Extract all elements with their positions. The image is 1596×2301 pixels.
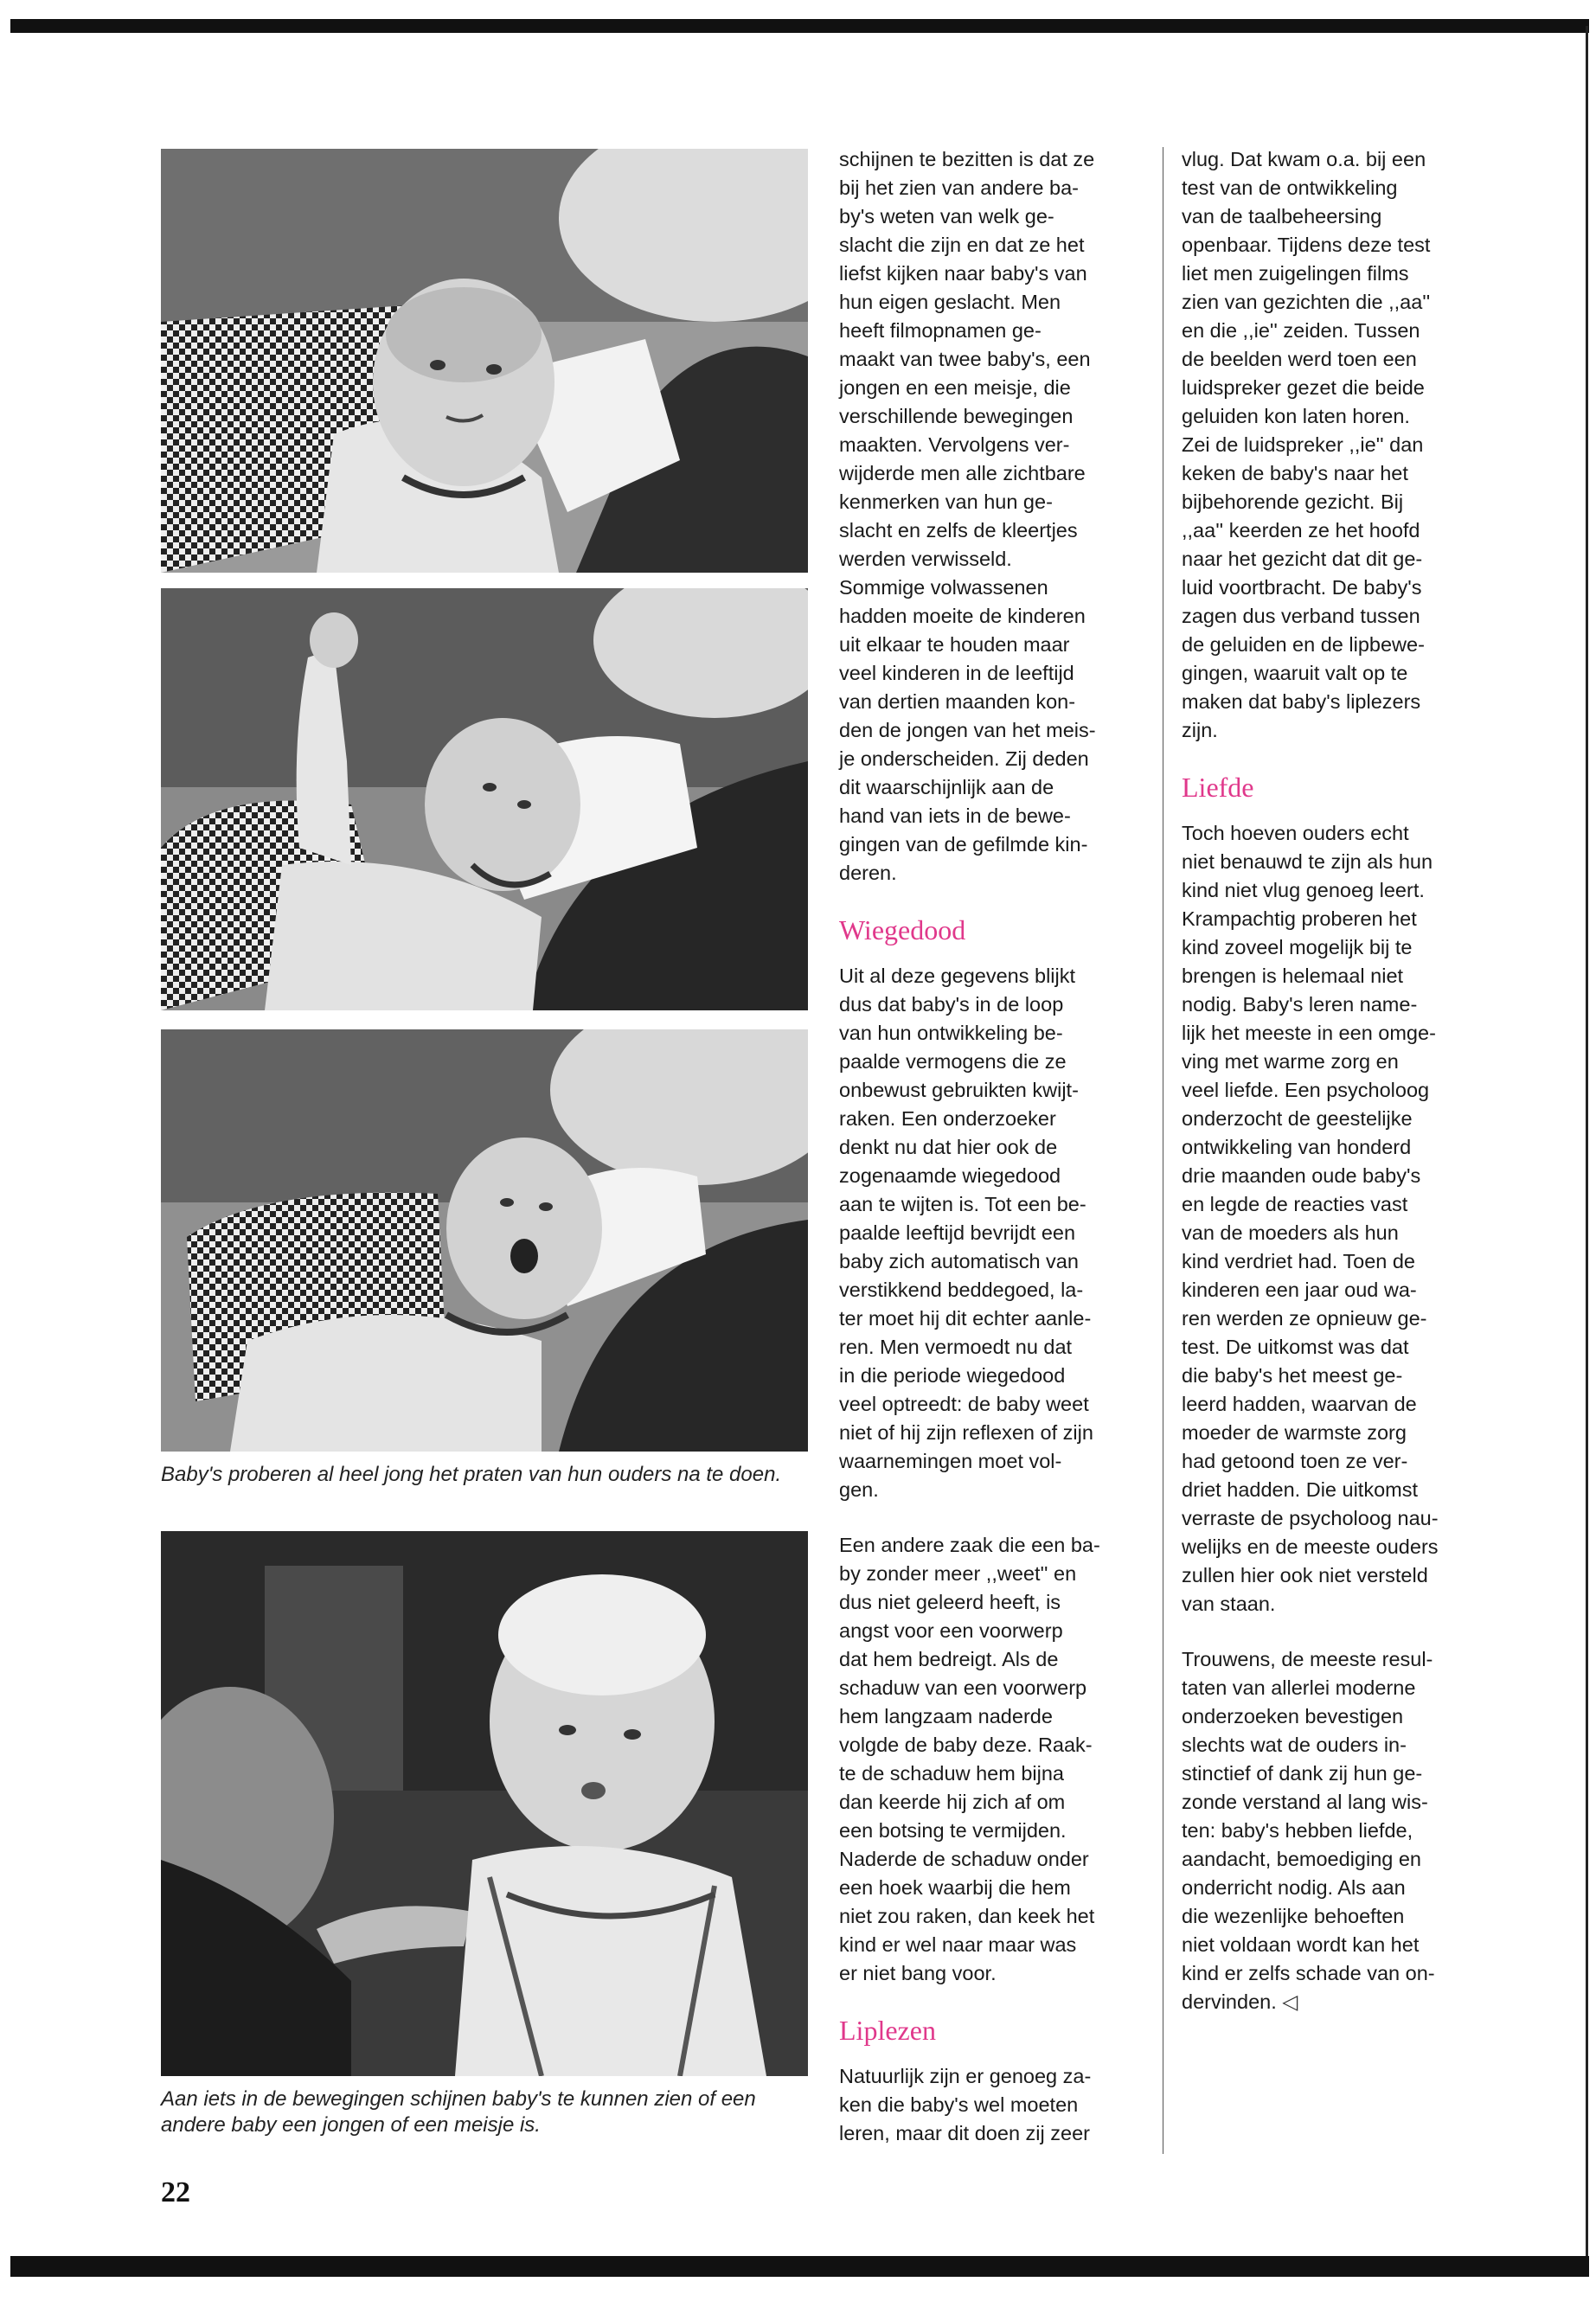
photo-baby-raised-arm [161,588,808,1010]
article-paragraph: Natuurlijk zijn er genoeg za- ken die baby's wel moeten leren, maar dit doen zij zeer [839,2065,1092,2144]
section-heading-liefde: Liefde [1182,772,1254,803]
photo-baby-open-mouth-image [161,1029,808,1452]
article-paragraph-text: Trouwens, de meeste resul- taten van allerlei moderne onderzoeken bevestigen slechts wat de ouders in- stinctief of dank zij hun ge- zonde verstand al lang wis- ten: baby's hebben liefde, aandacht, bemoediging en onderricht nodig. Als aan die wezenlijke behoeften niet voldaan wordt kan het kind er zelfs schade van on- dervinden. [1182,1648,1435,2013]
photo-baby-raised-arm-image [161,588,808,1010]
photo-baby-looking-up-image [161,149,808,573]
article-column-1 [839,145,1151,2148]
caption-baby-talk: Baby's proberen al heel jong het praten van hun ouders na te doen. [161,1463,782,1486]
section-heading-wiegedood: Wiegedood [839,914,966,945]
article-paragraph: Uit al deze gegevens blijkt dus dat baby's in de loop van hun ontwikkeling be- paalde vermogens die ze onbewust gebruikten kwijt- raken. Een onderzoeker denkt nu dat hier ook de zogenaamde wiegedood aan te wijten is. Tot een be- paalde leeftijd bevrijdt een baby zich automatisch van verstikkend beddegoed, la- ter moet hij dit echter aanle- ren. Men vermoedt nu dat in die periode wiegedood veel optreedt: de baby weet niet of hij zijn reflexen of zijn waarnemingen moet vol- gen. [839,965,1093,1501]
article-paragraph: Een andere zaak die een ba- by zonder meer ,,weet'' en dus niet geleerd heeft, is angst voor een voorwerp dat hem bedreigt. Als de schaduw van een voorwerp hem langzaam naderde volgde de baby deze. Raak- te de schaduw hem bijna dan keerde hij zich af om een botsing te vermijden. Naderde de schaduw onder een hoek waarbij die hem niet zou raken, dan keek het kind er wel naar maar was er niet bang voor. [839,1534,1100,1984]
scan-border-bottom [10,2256,1589,2277]
section-heading-liplezen: Liplezen [839,2015,936,2046]
scan-border-right [1586,26,1588,2266]
photo-baby-open-mouth [161,1029,808,1452]
article-paragraph: vlug. Dat kwam o.a. bij een test van de ontwikkeling van de taalbeheersing openbaar. Tijdens deze test liet men zuigelingen films zien van gezichten die ,,aa'' en die ,,ie'' zeiden. Tussen de beelden werd toen een luidspreker gezet die beide geluiden kon laten horen. Zei de luidspreker ,,ie'' dan keken de baby's naar het bijbehorende gezicht. Bij ,,aa'' keerden ze het hoofd naar het gezicht dat dit ge- luid voortbracht. De baby's zagen dus verband tussen de geluiden en de lipbewe- gingen, waaruit valt op te maken dat baby's liplezers zijn. [1182,148,1431,741]
article-paragraph [1182,1645,1493,2016]
end-of-article-mark: ◁ [1282,1990,1298,2013]
photo-two-toddlers-image [161,1531,808,2076]
article-paragraph: Toch hoeven ouders echt niet benauwd te zijn als hun kind niet vlug genoeg leert. Krampachtig proberen het kind zoveel mogelijk bij te brengen is helemaal niet nodig. Baby's leren name- lijk het meeste in een omge- ving met warme zorg en veel liefde. Een psycholoog onderzocht de geestelijke ontwikkeling van honderd drie maanden oude baby's en legde de reacties vast van de moeders als hun kind verdriet had. Toen de kinderen een jaar oud wa- ren werden ze opnieuw ge- test. De uitkomst was dat die baby's het meest ge- leerd hadden, waarvan de moeder de warmste zorg had getoond toen ze ver- driet hadden. Die uitkomst verraste de psycholoog nau- welijks en de meeste ouders zullen hier ook niet versteld van staan. [1182,822,1439,1615]
scan-border-top [10,19,1589,33]
page-number: 22 [161,2176,190,2208]
article-column-2 [1182,145,1493,2016]
photo-two-toddlers [161,1531,808,2076]
caption-boy-girl: Aan iets in de bewegingen schijnen baby's te kunnen zien of een andere baby een jongen of een meisje is. [161,2087,756,2137]
photo-baby-looking-up [161,149,808,573]
article-paragraph: schijnen te bezitten is dat ze bij het zien van andere ba- by's weten van welk ge- slacht die zijn en dat ze het liefst kijken naar baby's van hun eigen geslacht. Men heeft filmopnamen ge- maakt van twee baby's, een jongen en een meisje, die verschillende bewegingen maakten. Vervolgens ver- wijderde men alle zichtbare kenmerken van hun ge- slacht en zelfs de kleertjes werden verwisseld. Sommige volwassenen hadden moeite de kinderen uit elkaar te houden maar veel kinderen in de leeftijd van dertien maanden kon- den de jongen van het meis- je onderscheiden. Zij deden dit waarschijnlijk aan de hand van iets in de bewe- gingen van de gefilmde kin- deren. [839,148,1096,884]
